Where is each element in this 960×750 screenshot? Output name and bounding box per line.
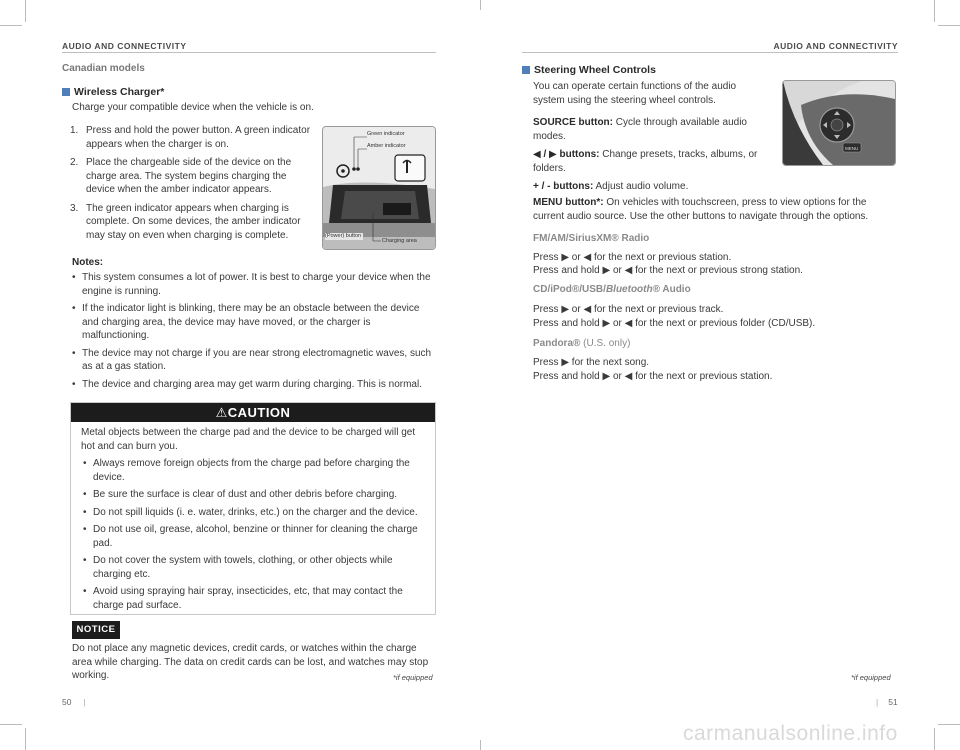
- fm-line-2: Press and hold ▶ or ◀ for the next or previous strong station.: [533, 265, 803, 276]
- menu-label: MENU button*:: [533, 197, 604, 208]
- svg-text:MENU: MENU: [845, 146, 859, 151]
- steering-title: Steering Wheel Controls: [534, 64, 656, 76]
- note-item: • This system consumes a lot of power. It is best to charge your device when the engine is running.: [70, 271, 434, 298]
- crop-mark: [480, 0, 481, 10]
- left-page-header: AUDIO AND CONNECTIVITY: [62, 41, 187, 51]
- source-desc: SOURCE button: Cycle through available audio modes.: [533, 117, 747, 142]
- right-page-header: AUDIO AND CONNECTIVITY: [773, 41, 898, 51]
- notice-text: Do not place any magnetic devices, credit cards, or watches within the charge area while charging. The data on credit cards can be lost, and watches may stop working.: [72, 643, 429, 681]
- cd-line-2: Press and hold ▶ or ◀ for the next or previous folder (CD/USB).: [533, 318, 816, 329]
- note-item: • If the indicator light is blinking, there may be an obstacle between the device and charging area, the device may have moved, or the charger is malfunctioning.: [70, 302, 434, 343]
- left-page-number: 50 |: [62, 697, 86, 707]
- caution-item: • Do not spill liquids (i. e. water, drinks, etc.) on the charger and the device.: [81, 506, 425, 520]
- menu-desc: MENU button*: On vehicles with touchscreen, press to view options for the current audio source. Use the other buttons to navigate through the options.: [533, 197, 869, 222]
- caution-bar: [71, 403, 435, 422]
- source-label: SOURCE button:: [533, 117, 613, 128]
- caution-intro: Metal objects between the charge pad and the device to be charged will get hot and can burn you.: [81, 427, 416, 452]
- crop-mark: [934, 728, 935, 750]
- wireless-intro: Charge your compatible device when the vehicle is on.: [72, 102, 314, 113]
- wireless-charger-figure: [322, 126, 436, 250]
- note-item: • The device may not charge if you are near strong electromagnetic waves, such as at a gas station.: [70, 347, 434, 374]
- section-marker-icon: [62, 88, 70, 96]
- cd-line-1: Press ▶ or ◀ for the next or previous track.: [533, 304, 724, 315]
- header-rule: [522, 52, 898, 53]
- notes-list: [70, 271, 434, 395]
- volume-label: + / - buttons:: [533, 181, 594, 192]
- caution-body: [71, 422, 435, 612]
- caution-label: CAUTION: [227, 405, 291, 420]
- volume-desc: + / - buttons: Adjust audio volume.: [533, 181, 689, 192]
- caution-item: • Do not use oil, grease, alcohol, benzine or thinner for cleaning the charge pad.: [81, 523, 425, 550]
- pandora-line-1: Press ▶ for the next song.: [533, 357, 650, 368]
- right-footnote: *if equipped: [851, 673, 891, 682]
- caution-item: • Do not cover the system with towels, clothing, or other objects while charging etc.: [81, 554, 425, 581]
- steering-wheel-figure: [782, 80, 896, 166]
- cd-audio-title: CD/iPod®/USB/Bluetooth® Audio: [533, 284, 691, 295]
- step-item: 2. Place the chargeable side of the device on the charge area. The system begins charging the device when the amber indicator appears.: [70, 157, 292, 195]
- warning-icon: ⚠: [215, 405, 228, 420]
- crop-mark: [25, 0, 26, 22]
- wireless-charger-title: Wireless Charger*: [74, 86, 165, 98]
- watermark: carmanualsonline.info: [683, 722, 898, 745]
- notice-label: NOTICE: [72, 621, 120, 639]
- notes-title: Notes:: [72, 257, 104, 268]
- crop-mark: [0, 724, 22, 725]
- caution-item: • Be sure the surface is clear of dust and other debris before charging.: [81, 488, 425, 502]
- arrows-desc: ◀ / ▶ buttons: Change presets, tracks, albums, or folders.: [533, 149, 758, 174]
- step-item: 1. Press and hold the power button. A green indicator appears when the charger is on.: [70, 125, 311, 150]
- step-item: 3. The green indicator appears when charging is complete. On some devices, the amber indicator may stay on even when charging is complete.: [70, 202, 301, 241]
- section-marker-icon: [522, 66, 530, 74]
- note-item: • The device and charging area may get warm during charging. This is normal.: [70, 378, 434, 392]
- right-page-number: | 51: [876, 697, 898, 707]
- caution-box: [70, 402, 436, 615]
- caution-item: • Always remove foreign objects from the charge pad before charging the device.: [81, 457, 425, 484]
- wireless-charger-heading: [62, 86, 164, 98]
- steering-intro: You can operate certain functions of the audio system using the steering wheel controls.: [533, 81, 737, 106]
- steering-heading: [522, 64, 656, 76]
- arrows-label: ◀ / ▶ buttons:: [533, 149, 600, 160]
- crop-mark: [938, 724, 960, 725]
- crop-mark: [938, 25, 960, 26]
- fm-line-1: Press ▶ or ◀ for the next or previous station.: [533, 252, 732, 263]
- crop-mark: [480, 740, 481, 750]
- crop-mark: [25, 728, 26, 750]
- wireless-steps: [62, 124, 312, 247]
- amber-indicator-label: Amber indicator: [367, 143, 406, 149]
- fm-radio-title: FM/AM/SiriusXM® Radio: [533, 233, 650, 244]
- charging-area-label: Charging area: [382, 238, 417, 244]
- caution-item: • Avoid using spraying hair spray, insecticides, etc, that may contact the charge pad surface.: [81, 585, 425, 612]
- power-button-label: (Power) button: [325, 233, 362, 239]
- left-footnote: *if equipped: [393, 673, 433, 682]
- header-rule: [62, 52, 436, 53]
- section-title: Canadian models: [62, 63, 145, 74]
- crop-mark: [934, 0, 935, 22]
- crop-mark: [0, 25, 22, 26]
- pandora-line-2: Press and hold ▶ or ◀ for the next or previous station.: [533, 371, 773, 382]
- steering-wheel-illustration: [783, 81, 895, 165]
- green-indicator-label: Green indicator: [367, 131, 405, 137]
- pandora-title: Pandora® (U.S. only): [533, 338, 631, 349]
